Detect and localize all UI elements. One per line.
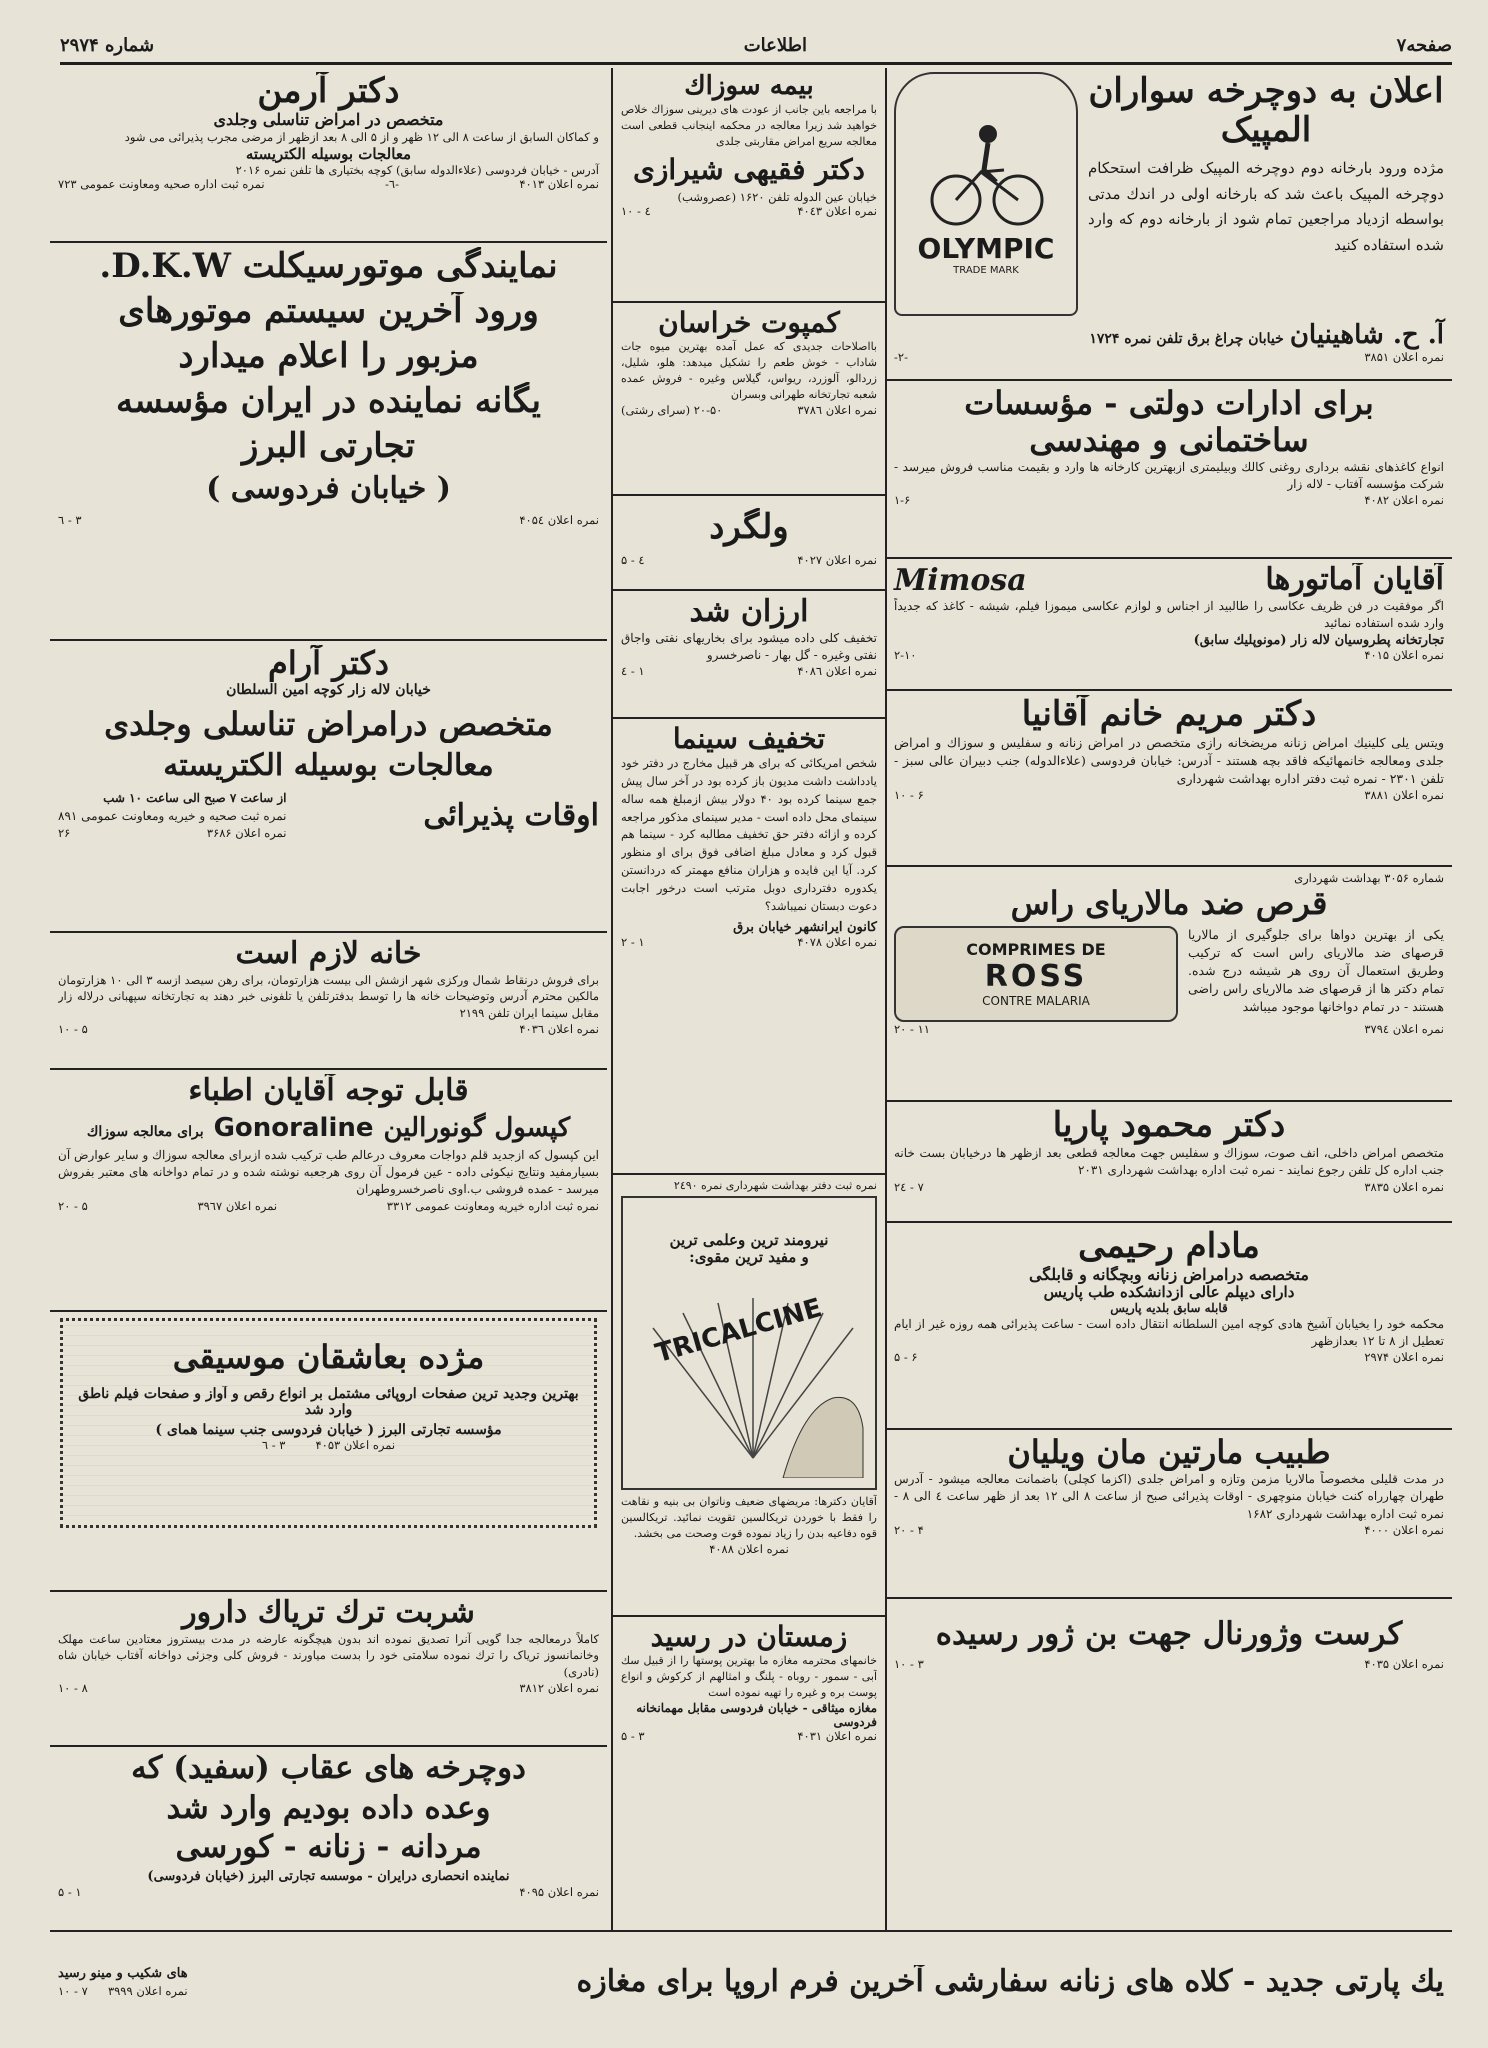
olympic-ad-number: نمره اعلان ۳۸۵۱	[1364, 350, 1444, 364]
dkw-ad-number: نمره اعلان ۴۰۵٤	[519, 512, 599, 527]
ross-logo	[894, 926, 1178, 1022]
compote-ad-number: نمره اعلان ۳۷۸٦	[797, 402, 877, 417]
gonoraline-pre: کپسول گونورالین	[383, 1112, 571, 1143]
offices-title-1: برای ادارات دولتی - مؤسسات	[964, 385, 1374, 422]
maryam-ad	[886, 691, 1452, 867]
armen-line: معالجات بوسیله الکتریسته	[245, 146, 412, 164]
maryam-title: دکتر مریم خانم آقانیا	[1021, 695, 1317, 734]
volgard-title: ولگرد	[709, 508, 789, 547]
ross-ad	[886, 867, 1452, 1102]
bikes-ad	[50, 1747, 607, 1930]
cheap-title: ارزان شد	[689, 595, 809, 629]
olympic-ad	[886, 68, 1452, 381]
compote-ad	[613, 303, 885, 496]
tricalcine-line-1: نیرومند ترین وعلمی ترین	[669, 1232, 829, 1249]
winter-ad	[613, 1617, 885, 1807]
ross-brand-1: COMPRIMES DE	[966, 939, 1106, 959]
martin-ad-number: نمره اعلان ۴۰۰۰	[1364, 1522, 1444, 1537]
music-frame	[60, 1318, 597, 1528]
cinema-ad	[613, 719, 885, 1175]
mimosa-body: اگر موفقیت در فن ظریف عکاسی را طالبید از اجناس و لوازم عکاسی میموزا فیلم، شیشه - کاغذ که جدیداً وارد شده استفاده نمائید	[894, 599, 1444, 631]
olympic-signature: آ. ح. شاهینیان	[1289, 320, 1444, 350]
rahimi-line-2: دارای دیپلم عالی ازدانشکده طب پاریس	[1043, 1284, 1295, 1302]
aram-ad	[50, 641, 607, 933]
bikes-code: ۱ - ۵	[58, 1884, 82, 1899]
page-header	[60, 28, 1452, 65]
middle-column	[611, 68, 887, 1930]
rahimi-ad-number: نمره اعلان ۲۹۷۴	[1364, 1350, 1444, 1365]
cinema-ad-number: نمره اعلان ۴۰۷۸	[797, 934, 877, 949]
corset-code: ۳ - ۱۰	[894, 1656, 924, 1671]
rahimi-line-3: قابله سابق بلدیه پاریس	[1110, 1301, 1228, 1315]
winter-body: خانمهای محترمه مغازه ما بهترین پوستها را از قبیل سك آبی - سمور - روباه - پلنگ و امثالهم از کرکوش و انواع پوست بره و غیره را تهیه نموده است	[621, 1654, 877, 1700]
paria-ad	[886, 1102, 1452, 1223]
armen-registration: نمره ثبت اداره صحیه ومعاونت عمومی ۷۲۳	[58, 177, 265, 192]
cyclist-icon	[926, 112, 1046, 232]
olympic-title: اعلان به دوچرخه سواران المپیک	[1088, 72, 1444, 151]
dkw-line-1: نمایندگی موتورسیکلت D.K.W.	[99, 247, 558, 286]
gonoraline-ad	[50, 1070, 607, 1312]
dkw-code: ۳ - ٦	[58, 512, 82, 527]
tricalcine-brand: TRICALCINE	[652, 1292, 826, 1370]
volgard-ad-number: نمره اعلان ۴۰۲۷	[797, 553, 877, 568]
mimosa-brand: Mimosa	[894, 563, 1027, 598]
dkw-line-4: یگانه نماینده در ایران مؤسسه	[116, 382, 541, 422]
olympic-logo	[894, 72, 1078, 316]
offices-code: ۱-۶	[894, 493, 911, 508]
ross-ad-number: نمره اعلان ۳۷۹٤	[1364, 1021, 1444, 1036]
dkw-line-3: مزبور را اعلام میدارد	[178, 337, 479, 377]
issue-number: شماره ۲۹۷۴	[60, 34, 155, 56]
mimosa-ad	[886, 559, 1452, 691]
insurance-doctor: دکتر فقیهی شیرازی	[632, 153, 865, 186]
sherbet-ad	[50, 1592, 607, 1747]
mimosa-title: آقایان آماتورها	[1265, 563, 1444, 598]
cinema-code: ۱ - ۲	[621, 934, 645, 949]
house-code: ۵ - ۱۰	[58, 1021, 88, 1036]
martin-ad	[886, 1430, 1452, 1599]
offices-title-2: ساختمانی و مهندسی	[1029, 421, 1309, 459]
corset-title: کرست وژورنال جهت بن ژور رسیده	[935, 1617, 1403, 1652]
music-title: مژده بعاشقان موسیقی	[172, 1339, 485, 1376]
martin-title: طبیب مارتین مان ویلیان	[1007, 1434, 1331, 1471]
house-body: برای فروش درنقاط شمال ورکزی شهر ازشش الی بیست هزارتومان، برای رهن سیصد ازسه ۳ الی ۱۰ هزارتومان مالکین محترم آدرس وتوضیحات خانه ها را توسط بدفترتلفن یا تلفونی خبر دهند به تجارتخانه سپهبانی درلاله زار مقابل سینما ایران تلفن ۲۱۹۹	[58, 972, 599, 1020]
compote-phone: ۲۰-۵۰ (سرای رشتی)	[621, 402, 723, 417]
offices-body: انواع کاغذهای نقشه برداری روغنی کالك وبیلیمتری ازبهترین کارخانه ها وارد و بقیمت مناسب فروش میرسد - شرکت مؤسسه آفتاب - لاله زار	[894, 459, 1444, 491]
ross-body: یکی از بهترین دواها برای جلوگیری از مالاریا قرصهای ضد مالاریای راس است که ترکیب وطریق استعمال آن روی هر شیشه درج شده. تمام دکتر ها از قرصهای ضد مالاریای راس راضی هستند - در تمام دواخانها موجود میباشد	[1188, 926, 1444, 1015]
paria-title: دکتر محمود پاریا	[1052, 1106, 1286, 1145]
armen-title: دکتر آرمن	[257, 72, 400, 111]
bottom-banner-ad	[50, 1930, 1452, 2032]
tricalcine-body: آقایان دکترها: مریضهای ضعیف وناتوان بی بنیه و نقاهت را فقط با خوردن تریکالسین تقویت نمائید. تریکالسین قوه دفاعیه بدن را زیاد نموده قوت وصحت می بخشد.	[621, 1495, 877, 1540]
aram-line-2: معالجات بوسیله الکتریسته	[163, 748, 494, 783]
aram-title: دکتر آرام	[268, 645, 389, 682]
bikes-ad-number: نمره اعلان ۴۰۹۵	[519, 1884, 599, 1899]
insurance-ad-number: نمره اعلان ۴۰٤۳	[797, 203, 877, 218]
winter-ad-number: نمره اعلان ۴۰۳۱	[797, 1729, 877, 1743]
corset-ad	[886, 1599, 1452, 1702]
gonoraline-post: برای معالجه سوزاك	[86, 1123, 204, 1140]
martin-body: در مدت قلیلی مخصوصاً مالاریا مزمن وتازه و امراض جلدی (اکزما کچلی) باضمانت معالجه میشود - آدرس طهران چهارراه کنت خیابان منوچهری - اوقات پذیرائی صبح از ساعت ۸ الی ۱۲ بعد از ظهر ساعت ٤ الی ۸ - نمره ثبت اداره بهداشت شهرداری ۱۶۸۲	[894, 1471, 1444, 1521]
armen-body: و کماکان السابق از ساعت ۸ الی ۱۲ ظهر و از ۵ الی ۸ بعد ازظهر از مرضی مجرب پذیرائی می شود	[124, 130, 599, 145]
insurance-address: خیابان عین الدوله تلفن ۱۶۲۰ (عصروشب)	[677, 189, 877, 204]
armen-ad	[50, 68, 607, 243]
music-ad-number: نمره اعلان ۴۰۵۳	[315, 1438, 396, 1453]
gonoraline-code: ۵ - ۲۰	[58, 1198, 88, 1213]
rahimi-title: مادام رحیمی	[1078, 1227, 1260, 1266]
right-column	[886, 68, 1452, 1930]
dkw-line-2: ورود آخرین سیستم موتورهای	[118, 292, 539, 332]
bottom-title: یك پارتی جدید - کلاه های زنانه سفارشی آخرین فرم اروپا برای مغازه	[576, 1964, 1444, 1999]
dkw-line-6: ( خیابان فردوسی )	[206, 472, 451, 507]
olympic-brand: OLYMPIC	[917, 232, 1055, 265]
compote-title: کمپوت خراسان	[658, 307, 840, 339]
music-code: ۳ - ٦	[261, 1438, 286, 1453]
armen-code: -٦-	[385, 177, 399, 192]
rahimi-body: محکمه خود را بخیابان آشیخ هادی کوچه امین السلطانه انتقال داده است - ساعت پذیرائی همه روزه غیر از ایام تعطیل از ۸ تا ۱۲ بعدازظهر	[894, 1316, 1444, 1348]
mimosa-shop: تجارتخانه پطروسیان لاله زار (مونوپلیك سابق)	[1193, 632, 1444, 648]
page-number: صفحه۷	[1396, 34, 1452, 56]
bottom-tail: های شکیب و مینو رسید	[58, 1965, 188, 1981]
cinema-title: تخفیف سینما	[672, 723, 826, 755]
aram-hours: از ساعت ۷ صبح الی ساعت ۱۰ شب	[103, 791, 287, 806]
gonoraline-registration: نمره ثبت اداره خیریه ومعاونت عمومی ۳۳۱۲	[386, 1198, 599, 1213]
bikes-agent: نماینده انحصاری درایران - موسسه تجارتی البرز (خیابان فردوسی)	[147, 1869, 510, 1884]
corset-ad-number: نمره اعلان ۴۰۳۵	[1364, 1656, 1444, 1671]
cheap-code: ۱ - ٤	[621, 664, 645, 679]
volgard-code: ٤ - ۵	[621, 553, 645, 568]
house-title: خانه لازم است	[235, 937, 422, 971]
cinema-school: کانون ایرانشهر خیابان برق	[733, 919, 877, 935]
armen-address: آدرس - خیابان فردوسی (علاءالدوله سابق) کوچه بختیاری ها تلفن نمره ۲۰۱۶	[235, 163, 599, 178]
insurance-code: ٤ - ۱۰	[621, 203, 651, 218]
bottom-code: ۷ - ۱۰	[58, 1984, 88, 1999]
tricalcine-illustration	[621, 1196, 877, 1490]
music-ad	[50, 1312, 607, 1592]
aram-line-3: اوقات پذیرائی	[423, 798, 599, 833]
cheap-ad	[613, 591, 885, 719]
tricalcine-ad-number: نمره اعلان ۴۰۸۸	[709, 1541, 789, 1556]
ross-title: قرص ضد مالاریای راس	[1010, 885, 1328, 922]
offices-ad	[886, 381, 1452, 559]
dkw-ad	[50, 243, 607, 641]
insurance-ad	[613, 68, 885, 303]
winter-code: ۳ - ۵	[621, 1729, 645, 1743]
music-shop: مؤسسه تجارتی البرز ( خیابان فردوسی جنب سینما همای )	[155, 1421, 502, 1438]
bikes-line-3: مردانه - زنانه - کورسی	[175, 1830, 482, 1866]
left-column	[50, 68, 607, 1930]
insurance-body: با مراجعه باین جانب از عودت های دیرینی سوزاك خلاص خواهید شد زیرا معالجه در محکمه اینجانب قطعی است معالجه سریع امراض مقاربتی جلدی	[621, 102, 877, 148]
paria-body: متخصص امراض داخلی، انف صوت، سوزاك و سفلیس جهت معالجه قطعی بعد ازظهر ها درخیابان بست خانه جنب اداره کل تلفن رجوع نمایند - نمره ثبت اداره بهداشت شهرداری ۲۰۳۱	[894, 1146, 1444, 1178]
paria-code: ۷ - ۲٤	[894, 1179, 924, 1194]
ross-registration: شماره ۳۰۵۶ بهداشت شهرداری	[1294, 871, 1444, 885]
bikes-line-1: دوچرخه های عقاب (سفید) که	[131, 1751, 526, 1786]
olympic-code: -۲-	[894, 350, 908, 364]
armen-subtitle: متخصص در امراض تناسلی وجلدی	[213, 111, 444, 130]
gonoraline-brand: Gonoraline	[213, 1112, 374, 1143]
bottom-ad-number: نمره اعلان ۳۹۹۹	[107, 1984, 188, 1999]
winter-shop: مغازه میثاقی - خیابان فردوسی مقابل مهمانخانه فردوسی	[636, 1701, 877, 1729]
mimosa-code: ۲-۱۰	[894, 647, 917, 662]
mimosa-ad-number: نمره اعلان ۴۰۱۵	[1364, 647, 1444, 662]
olympic-trademark: TRADE MARK	[953, 265, 1019, 276]
dkw-line-5: تجارتی البرز	[241, 427, 416, 467]
tricalcine-ad	[613, 1175, 885, 1617]
rahimi-code: ۶ - ۵	[894, 1350, 918, 1365]
music-body: بهترین وجدید ترین صفحات اروپائی مشتمل بر انواع رقص و آواز و صفحات فیلم ناطق وارد شد	[78, 1385, 579, 1418]
cheap-body: تخفیف کلی داده میشود برای بخاریهای نفتی واجاق نفتی وغیره - گل بهار - ناصرخسرو	[621, 630, 877, 662]
aram-code: ۲۶	[58, 826, 71, 841]
bikes-line-2: وعده داده بودیم وارد شد	[166, 1790, 491, 1826]
winter-title: زمستان در رسید	[650, 1621, 848, 1653]
compote-body: بااصلاحات جدیدی که عمل آمده بهترین میوه جات شاداب - خوش طعم را تشکیل میدهد: هلو، شلیل، زردالو، آلوزرد، ریواس، گیلاس وغیره - فروش عمده شعبه تجارتخانه طهرانی وبسران	[621, 340, 877, 401]
cinema-body: شخص امریکائی که برای هر قبیل مخارج در دفتر خود یادداشت داشت مدیون باز کرده بود در آخر سال پیش جمع سینما کرده بود ۴۰ دولار بیش ازمبلغ همه ساله سینمای محل داده است - مدیر سینمای مذکور مراجعه کرده و ازائه دفتر حق تخفیف مطالبه کرد - سینما هم قبول کرد و معادل مبلغ اضافی فوق برای او منظور کرد. آیا این فایده و هزاران منافع مهمتر که دردانستن یکدوره دفترداری دوبل مترتب است درخور اجابت دعوت دبستان نمیباشد؟	[621, 756, 877, 913]
house-ad	[50, 933, 607, 1070]
ross-brand-2: ROSS	[984, 958, 1088, 994]
offices-ad-number: نمره اعلان ۴۰۸۲	[1364, 493, 1444, 508]
aram-line-1: متخصص درامراض تناسلی وجلدی	[104, 705, 553, 743]
ross-code: ۱۱ - ۲۰	[894, 1021, 930, 1036]
cheap-ad-number: نمره اعلان ۴۰۸٦	[797, 664, 877, 679]
house-ad-number: نمره اعلان ۴۰۳٦	[519, 1021, 599, 1036]
rahimi-ad	[886, 1223, 1452, 1430]
insurance-title: بیمه سوزاك	[684, 72, 814, 101]
volgard-ad	[613, 496, 885, 591]
martin-code: ۴ - ۲۰	[894, 1522, 924, 1537]
armen-ad-number: نمره اعلان ۴۰۱۳	[519, 177, 599, 192]
gonoraline-ad-number: نمره اعلان ۳۹٦۷	[197, 1198, 278, 1213]
gonoraline-title: قابل توجه آقایان اطباء	[188, 1074, 469, 1108]
sherbet-ad-number: نمره اعلان ۳۸۱۲	[519, 1680, 599, 1695]
olympic-address: خیابان چراغ برق تلفن نمره ۱۷۲۴	[1089, 331, 1284, 347]
gonoraline-body: این کپسول که ازجدید قلم دواجات معروف درعالم طب ترکیب شده ازبرای معالجه سوزاك و سایر عوارض آن بسیارمفید ونتایج نیکوئی داده - عین فرمول آن روی هرجعبه نوشته شده و در تمام دواخانه های معتبر بفروش میرسد - عمده فروشی ب.اوی ناصرخسروطهران	[58, 1147, 599, 1197]
aram-address: خیابان لاله زار کوچه امین السلطان	[226, 681, 431, 698]
paria-ad-number: نمره اعلان ۳۸۳۵	[1364, 1179, 1444, 1194]
paper-name: اطلاعات	[743, 34, 807, 56]
aram-registration: نمره ثبت صحیه و خیریه ومعاونت عمومی ۸۹۱	[58, 809, 287, 824]
ross-brand-3: CONTRE MALARIA	[982, 993, 1090, 1008]
sherbet-code: ۸ - ۱۰	[58, 1680, 88, 1695]
maryam-body: ویتس یلی کلینیك امراض زنانه مریضخانه رازی متخصص در امراض زنانه و سفلیس و سوزاك و امراض جلدی ومعالجه خانمهائیکه فاقد بچه هستند - آدرس: خیابان فردوسی (علاءالدوله) جنب دبیران عالی سبز - تلفن ۲۳۰۱ - نمره ثبت دفتر اداره بهداشت شهرداری	[894, 735, 1444, 787]
maryam-ad-number: نمره اعلان ۳۸۸۱	[1364, 788, 1444, 803]
tricalcine-registration: نمره ثبت دفتر بهداشت شهرداری نمره ۲٤۹۰	[673, 1179, 877, 1192]
aram-ad-number: نمره اعلان ۳۶۸۶	[206, 826, 287, 841]
maryam-code: ۶ - ۱۰	[894, 788, 924, 803]
rahimi-line-1: متخصصه درامراض زنانه وبچگانه و قابلگی	[1029, 1266, 1309, 1285]
sherbet-title: شربت ترك تریاك دارور	[182, 1596, 475, 1630]
sherbet-body: کاملاً درمعالجه جدا گویی آنرا تصدیق نموده اند بدون هیچگونه عارضه در مدت بیستروز معتادین ساعت مهلک وخانمانسوز تریاک را ترك نموده سلامتی خود را بدست میاورند - فروش کلی وجزئی دواخانه آفتاب خیابان شاه (نادری)	[58, 1631, 599, 1679]
tricalcine-line-2: و مفید ترین مقوی:	[689, 1249, 809, 1267]
olympic-body: مژده ورود بارخانه دوم دوچرخه المپیک ظرافت استحکام دوچرخه المپیک باعث شد که بارخانه اولی در اندك مدتی بواسطه ازدیاد مراجعین تمام شود از بارخانه دوم که وارد شده استفاده کنید	[1088, 159, 1444, 254]
